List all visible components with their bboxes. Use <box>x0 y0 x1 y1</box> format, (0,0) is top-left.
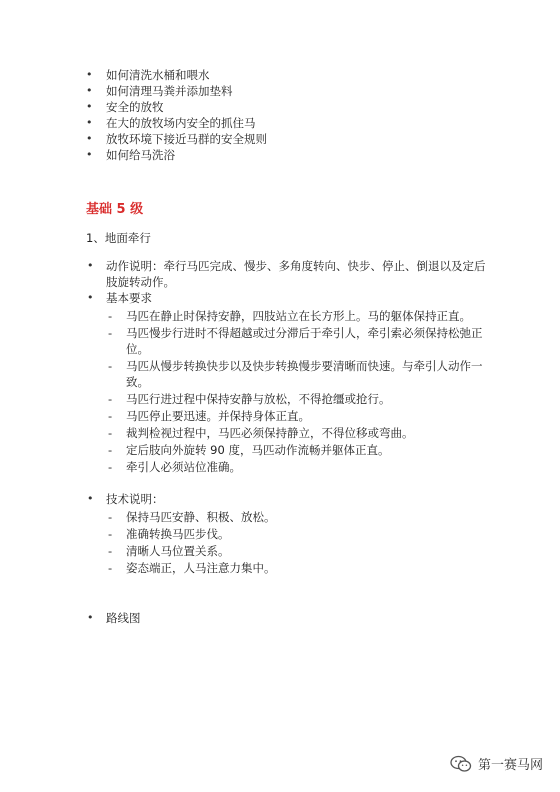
list-item <box>85 131 505 147</box>
dash-icon: - <box>108 326 113 340</box>
technical-notes-label: 技术说明： <box>106 492 164 506</box>
sub-list-item <box>106 325 496 357</box>
sub-list-item-text: 马匹行进过程中保持安静与放松，不得抢缰或抢行。 <box>126 392 391 406</box>
sub-list-item-text: 马匹在静止时保持安静，四肢站立在长方形上。马的躯体保持正直。 <box>126 309 471 323</box>
sub-list-item-text: 裁判检视过程中，马匹必须保持静立，不得位移或弯曲。 <box>126 426 414 440</box>
bullet-icon: • <box>86 84 93 97</box>
route-map-item <box>86 610 496 626</box>
requirements-list <box>86 258 496 626</box>
sub-list-item-text: 清晰人马位置关系。 <box>126 544 230 558</box>
sub-list-item <box>106 526 496 542</box>
sub-list-item-text: 姿态端正，人马注意力集中。 <box>126 561 276 575</box>
list-item <box>85 99 505 115</box>
topic-list <box>85 67 505 163</box>
section-title: 基础 5 级 <box>86 202 144 217</box>
basic-requirements-label: 基本要求 <box>106 291 152 305</box>
technical-notes-item <box>86 491 496 576</box>
list-item <box>85 67 505 83</box>
sub-list-item-text: 牵引人必须站位准确。 <box>126 460 241 474</box>
dash-icon: - <box>108 426 113 440</box>
list-item-text: 如何清洗水桶和喂水 <box>106 68 210 82</box>
list-item-text: 如何给马洗浴 <box>106 148 175 162</box>
basic-requirements-item <box>86 290 496 475</box>
bullet-icon: • <box>87 611 94 624</box>
sub-list-item <box>106 391 496 407</box>
dash-icon: - <box>108 392 113 406</box>
sub-list-item <box>106 442 496 458</box>
bullet-icon: • <box>86 116 93 129</box>
subsection-heading: 1、地面牵行 <box>86 231 151 245</box>
dash-icon: - <box>108 309 113 323</box>
sub-list-item-text: 准确转换马匹步伐。 <box>126 527 230 541</box>
bullet-icon: • <box>87 291 94 304</box>
action-description-text: 动作说明：牵行马匹完成、慢步、多角度转向、快步、停止、倒退以及定后肢旋转动作。 <box>106 259 486 289</box>
bullet-icon: • <box>87 492 94 505</box>
sub-list-item-text: 保持马匹安静、积极、放松。 <box>126 510 276 524</box>
dash-icon: - <box>108 443 113 457</box>
list-item <box>85 115 505 131</box>
bullet-icon: • <box>86 148 93 161</box>
watermark <box>450 754 543 773</box>
list-item <box>85 83 505 99</box>
technical-notes-sublist <box>106 509 496 576</box>
sub-list-item <box>106 425 496 441</box>
watermark-text: 第一赛马网 <box>477 758 543 773</box>
action-description-item <box>86 258 496 290</box>
list-item-text: 如何清理马粪并添加垫料 <box>106 84 233 98</box>
dash-icon: - <box>108 460 113 474</box>
list-item <box>85 147 505 163</box>
sub-list-item <box>106 358 496 390</box>
dash-icon: - <box>108 409 113 423</box>
list-item-text: 在大的放牧场内安全的抓住马 <box>106 116 256 130</box>
sub-list-item <box>106 459 496 475</box>
sub-list-item-text: 定后肢向外旋转 90 度，马匹动作流畅并躯体正直。 <box>126 443 390 457</box>
bullet-icon: • <box>86 68 93 81</box>
wechat-icon <box>450 755 472 773</box>
sub-list-item-text: 马匹停止要迅速。并保持身体正直。 <box>126 409 310 423</box>
bullet-icon: • <box>86 132 93 145</box>
sub-list-item-text: 马匹慢步行进时不得超越或过分滞后于牵引人，牵引索必须保持松弛正位。 <box>126 326 483 356</box>
route-map-label: 路线图 <box>106 611 141 625</box>
basic-requirements-sublist <box>106 308 496 475</box>
sub-list-item <box>106 560 496 576</box>
sub-list-item <box>106 408 496 424</box>
list-item-text: 安全的放牧 <box>106 100 164 114</box>
sub-list-item <box>106 509 496 525</box>
dash-icon: - <box>108 359 113 373</box>
list-item-text: 放牧环境下接近马群的安全规则 <box>106 132 267 146</box>
sub-list-item <box>106 308 496 324</box>
bullet-icon: • <box>86 100 93 113</box>
dash-icon: - <box>108 561 113 575</box>
sub-list-item-text: 马匹从慢步转换快步以及快步转换慢步要清晰而快速。与牵引人动作一致。 <box>126 359 483 389</box>
sub-list-item <box>106 543 496 559</box>
dash-icon: - <box>108 510 113 524</box>
dash-icon: - <box>108 544 113 558</box>
bullet-icon: • <box>87 259 94 272</box>
dash-icon: - <box>108 527 113 541</box>
